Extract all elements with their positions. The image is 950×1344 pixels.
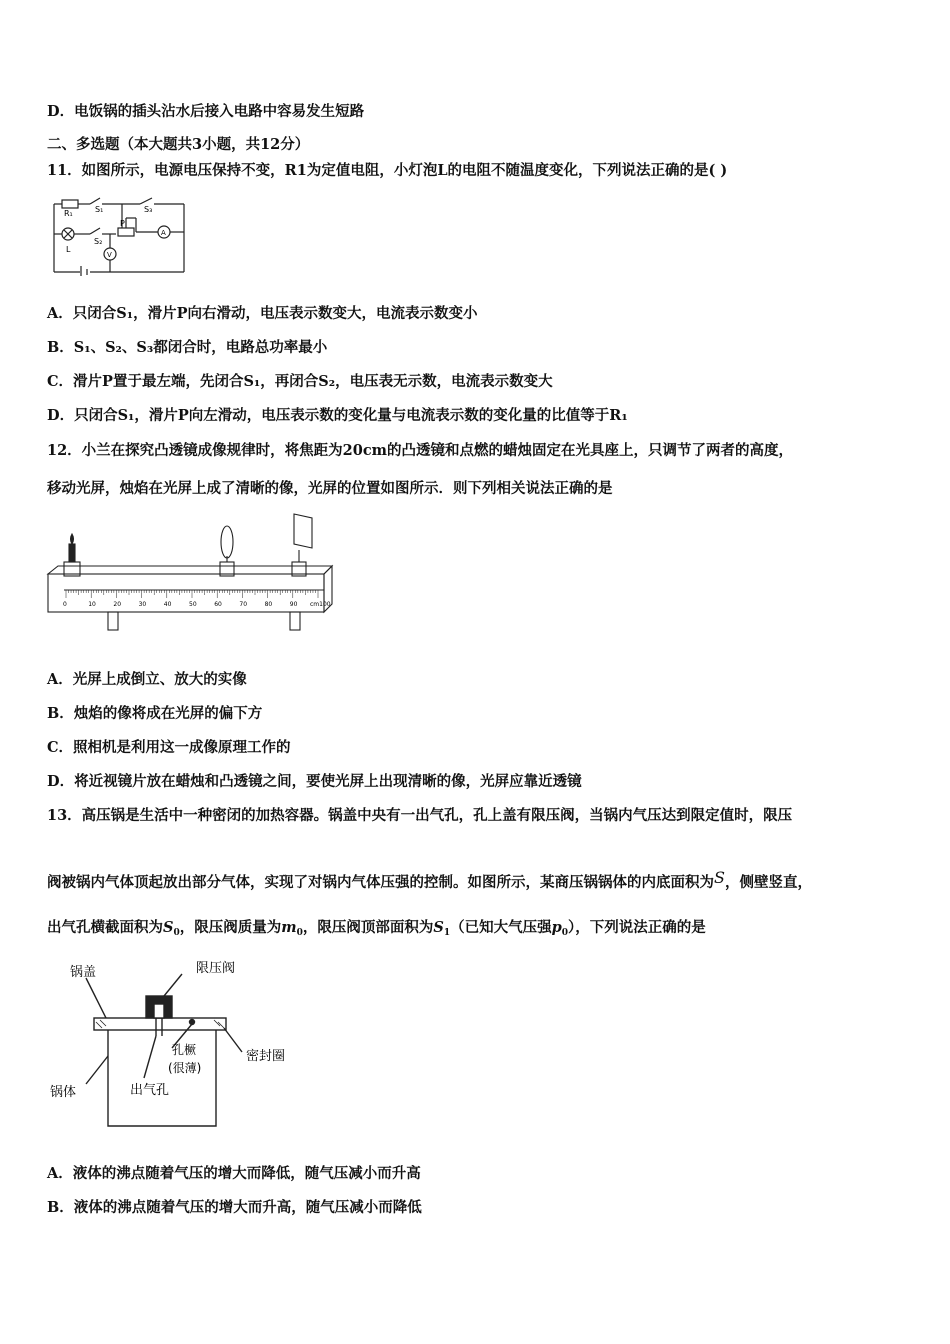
q12-stem-line2: 移动光屏，烛焰在光屏上成了清晰的像，光屏的位置如图所示．则下列相关说法正确的是 — [47, 480, 613, 497]
ruler-tick-label: 20 — [113, 601, 122, 608]
ruler-tick-label: cm100 — [310, 601, 331, 608]
q13-stem-line2 — [47, 868, 812, 893]
var-s0-sub: 0 — [173, 928, 180, 938]
var-s: S — [714, 868, 725, 887]
q13-stem-line2-a: 阀被锅内气体顶起放出部分气体，实现了对锅内气体压强的控制。如图所示，某商压锅锅体的内底面积为 — [47, 874, 714, 891]
ruler-tick-label: 80 — [264, 601, 273, 608]
q12-stem-line1: 12．小兰在探究凸透镜成像规律时，将焦距为20cm的凸透镜和点燃的蜡烛固定在光具座上，只调节了两者的高度， — [47, 442, 794, 459]
q11-circuit-figure — [50, 192, 190, 276]
label-neck: 孔橛 — [172, 1043, 197, 1057]
q11-option-a: A．只闭合S₁，滑片P向右滑动，电压表示数变大，电流表示数变小 — [47, 305, 478, 322]
q13-line3-d: （已知大气压强 — [450, 919, 552, 936]
q13-option-a: A．液体的沸点随着气压的增大而降低，随气压减小而升高 — [47, 1165, 421, 1182]
var-s0: S — [163, 919, 174, 936]
label-s3: S₃ — [144, 205, 153, 214]
q13-option-b: B．液体的沸点随着气压的增大而升高，随气压减小而降低 — [47, 1199, 422, 1216]
optical-bench-figure — [44, 510, 344, 638]
label-s2: S₂ — [94, 237, 103, 246]
var-s1-sub: 1 — [443, 928, 451, 938]
ruler-tick-label: 30 — [138, 601, 147, 608]
q13-line3-b: ，限压阀质量为 — [179, 919, 282, 936]
label-r1: R₁ — [64, 209, 73, 218]
ruler-tick-label: 50 — [189, 601, 197, 608]
q13-line3-c: ，限压阀顶部面积为 — [302, 919, 434, 936]
q11-stem: 11．如图所示，电源电压保持不变，R1为定值电阻，小灯泡L的电阻不随温度变化，下列说法正确的是( ) — [47, 162, 728, 179]
q13-stem-line2-b: ，侧壁竖直， — [724, 874, 812, 891]
label-v: V — [107, 251, 112, 259]
q12-option-a: A．光屏上成倒立、放大的实像 — [47, 671, 247, 688]
q13-stem-line3 — [47, 918, 706, 943]
ruler-tick-label: 60 — [214, 601, 222, 608]
q11-option-d: D．只闭合S₁，滑片P向左滑动，电压表示数的变化量与电流表示数的变化量的比值等于R₁ — [47, 407, 628, 424]
q12-option-d: D．将近视镜片放在蜡烛和凸透镜之间，要使光屏上出现清晰的像，光屏应靠近透镜 — [47, 773, 582, 790]
var-p0: p — [551, 919, 562, 936]
pressure-cooker-figure — [46, 956, 306, 1136]
q13-stem-line1: 13．高压锅是生活中一种密闭的加热容器。锅盖中央有一出气孔，孔上盖有限压阀，当锅内气压达到限定值时，限压 — [47, 807, 793, 824]
label-neck2: (很薄) — [168, 1061, 202, 1075]
q12-option-c: C．照相机是利用这一成像原理工作的 — [47, 739, 291, 756]
ruler-tick-label: 0 — [63, 601, 67, 608]
var-p0-sub: 0 — [561, 928, 569, 938]
var-s1: S — [433, 919, 444, 936]
var-m0: m — [281, 919, 297, 936]
ruler-tick-label: 70 — [239, 601, 248, 608]
ruler-tick-label: 40 — [163, 601, 172, 608]
ruler-tick-label: 90 — [289, 601, 298, 608]
label-outlet: 出气孔 — [130, 1083, 170, 1098]
q13-line3-e: ），下列说法正确的是 — [568, 919, 706, 936]
label-s1: S₁ — [95, 205, 104, 214]
label-body: 锅体 — [50, 1085, 77, 1100]
q10-option-d: D．电饭锅的插头沾水后接入电路中容易发生短路 — [47, 103, 365, 120]
label-lid: 锅盖 — [70, 965, 97, 980]
q12-option-b: B．烛焰的像将成在光屏的偏下方 — [47, 705, 263, 722]
ruler-tick-label: 10 — [88, 601, 96, 608]
label-seal: 密封圈 — [246, 1049, 286, 1064]
label-l: L — [66, 245, 71, 254]
ruler-ticks — [63, 590, 331, 608]
section-header: 二、多选题（本大题共3小题，共12分） — [47, 136, 310, 153]
var-m0-sub: 0 — [296, 928, 303, 938]
q11-option-c: C．滑片P置于最左端，先闭合S₁，再闭合S₂，电压表无示数，电流表示数变大 — [47, 373, 553, 390]
label-a: A — [161, 229, 166, 237]
label-p: P — [120, 219, 125, 228]
q11-option-b: B．S₁、S₂、S₃都闭合时，电路总功率最小 — [47, 339, 328, 356]
q13-line3-a: 出气孔横截面积为 — [47, 919, 163, 936]
label-valve: 限压阀 — [196, 961, 236, 976]
